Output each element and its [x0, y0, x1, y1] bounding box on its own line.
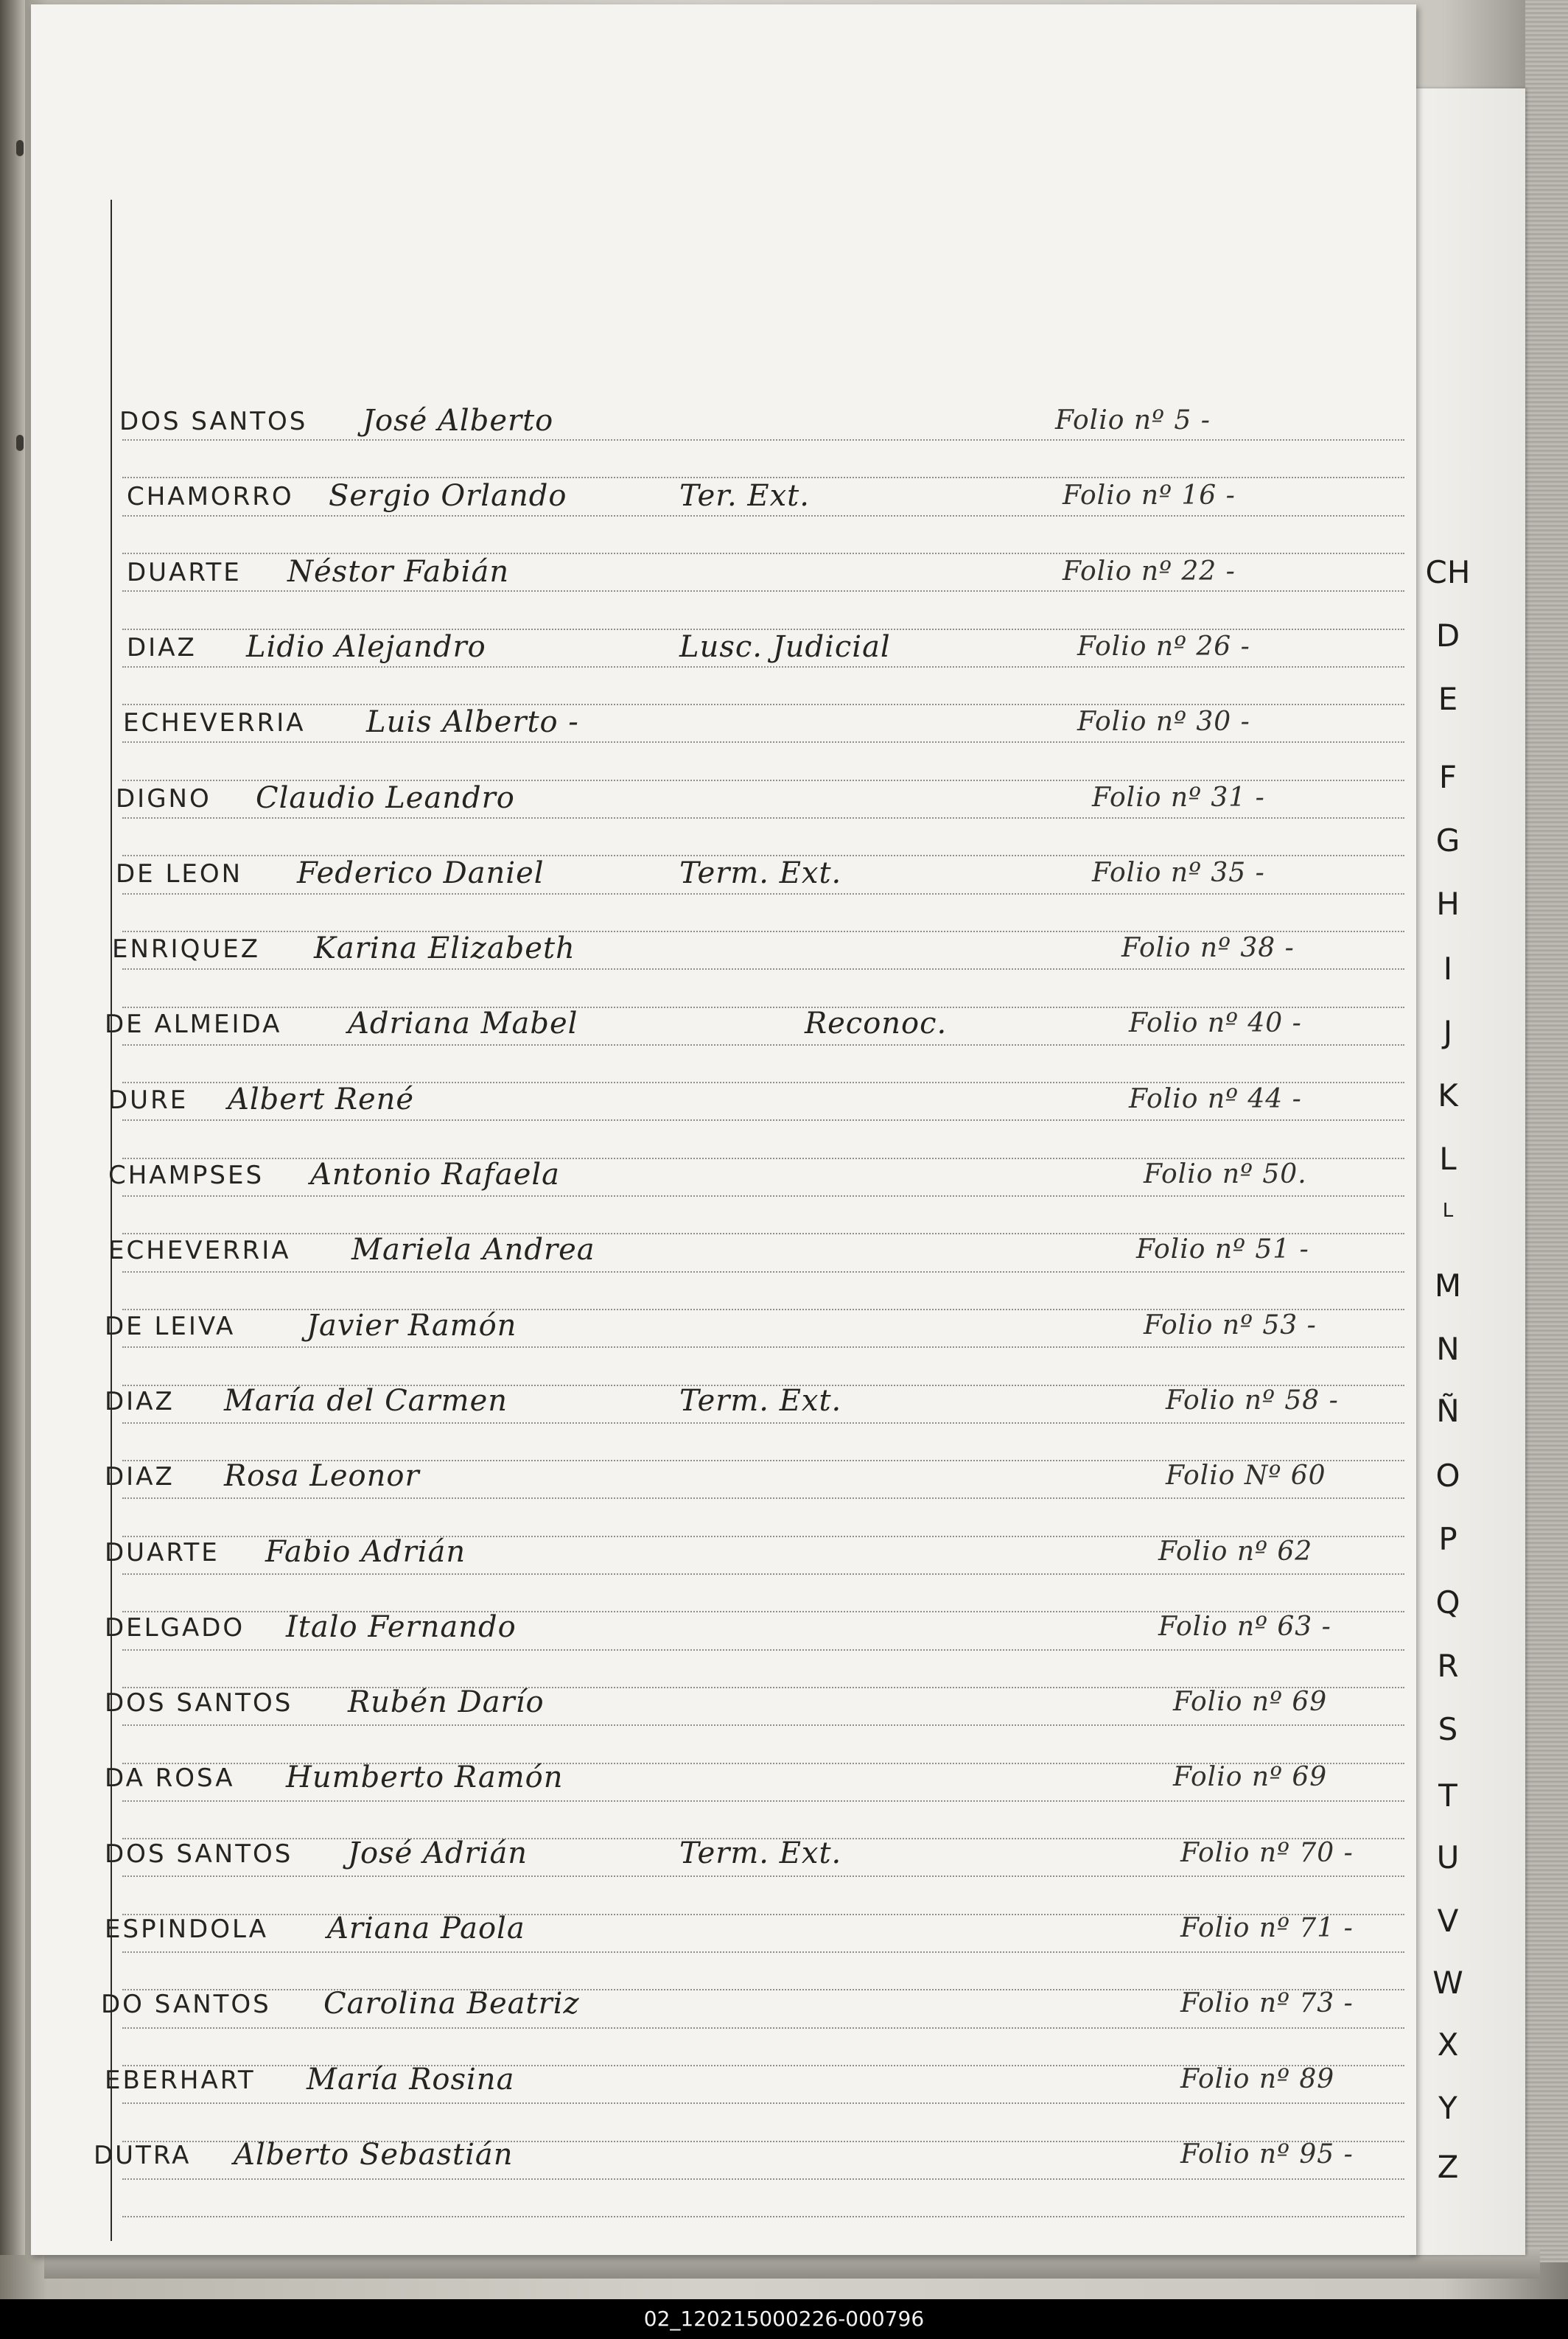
binder-right-edge: [1525, 0, 1568, 2262]
entry-surname: DUARTE: [127, 558, 242, 587]
index-tab-letter[interactable]: Y: [1438, 2090, 1457, 2126]
entry-note: Ter. Ext.: [679, 479, 810, 513]
ruled-line: [122, 1271, 1404, 1273]
binder-ring: [16, 435, 24, 451]
image-caption: 02_120215000226-000796: [0, 2299, 1568, 2339]
index-tab-letter[interactable]: M: [1434, 1268, 1462, 1304]
index-tab-letter[interactable]: S: [1438, 1711, 1458, 1747]
index-tab-letter[interactable]: U: [1436, 1839, 1460, 1875]
entry-surname: ESPINDOLA: [105, 1915, 268, 1944]
ruled-line: [122, 741, 1404, 743]
entry-folio: Folio nº 40 -: [1129, 1008, 1302, 1038]
ruled-line: [122, 477, 1404, 478]
entry-folio: Folio nº 89: [1180, 2064, 1335, 2094]
ruled-line: [122, 1119, 1404, 1121]
entry-note: Term. Ext.: [679, 1836, 842, 1870]
entry-folio: Folio nº 70 -: [1180, 1838, 1354, 1868]
entry-given-names: Italo Fernando: [286, 1610, 517, 1644]
entry-given-names: Federico Daniel: [297, 856, 545, 890]
ruled-line: [122, 2102, 1404, 2104]
entry-folio: Folio nº 69: [1173, 1762, 1328, 1792]
entry-folio: Folio nº 71 -: [1180, 1913, 1354, 1943]
entry-note: Term. Ext.: [679, 1384, 842, 1418]
ruled-line: [122, 1044, 1404, 1046]
entry-note: Lusc. Judicial: [679, 630, 891, 664]
binder-spine: [0, 0, 25, 2255]
index-tab-letter[interactable]: R: [1437, 1648, 1459, 1684]
entry-folio: Folio nº 16 -: [1063, 480, 1236, 511]
ruled-line: [122, 817, 1404, 819]
entry-surname: ECHEVERRIA: [123, 708, 306, 738]
ruled-line: [122, 2178, 1404, 2180]
ruled-line: [122, 439, 1404, 441]
entry-surname: DA ROSA: [105, 1763, 235, 1793]
index-tab-letter[interactable]: F: [1438, 759, 1457, 795]
entry-given-names: José Adrián: [348, 1836, 528, 1870]
entry-folio: Folio nº 38 -: [1121, 933, 1295, 963]
binder-ring: [16, 140, 24, 156]
index-tab-letter[interactable]: N: [1436, 1331, 1460, 1367]
ruled-line: [122, 1951, 1404, 1953]
entry-given-names: Javier Ramón: [307, 1309, 517, 1343]
index-tab-letter[interactable]: P: [1438, 1521, 1457, 1557]
ruled-line: [122, 1800, 1404, 1802]
index-tab-letter[interactable]: E: [1438, 681, 1458, 717]
entry-surname: DOS SANTOS: [105, 1688, 293, 1718]
entry-surname: DUARTE: [105, 1538, 220, 1567]
entry-folio: Folio nº 26 -: [1077, 632, 1250, 662]
entry-surname: DE LEIVA: [105, 1312, 236, 1341]
index-tab-letter[interactable]: V: [1437, 1903, 1459, 1939]
entry-surname: EBERHART: [105, 2066, 256, 2095]
entry-folio: Folio Nº 60: [1166, 1461, 1326, 1491]
ruled-line: [122, 666, 1404, 668]
ruled-line: [122, 1649, 1404, 1651]
entry-surname: DE LEON: [116, 859, 243, 889]
ruled-line: [122, 1195, 1404, 1197]
index-tab-letter[interactable]: J: [1443, 1014, 1453, 1050]
index-tab-letter[interactable]: Q: [1435, 1584, 1460, 1620]
entry-surname: CHAMPSES: [108, 1161, 265, 1190]
entry-surname: DURE: [108, 1085, 189, 1115]
entry-given-names: Karina Elizabeth: [314, 931, 575, 965]
entry-surname: ECHEVERRIA: [108, 1236, 291, 1265]
index-tab-letter[interactable]: L: [1439, 1141, 1457, 1177]
entry-folio: Folio nº 73 -: [1180, 1988, 1354, 2018]
entry-given-names: Rosa Leonor: [224, 1459, 420, 1493]
index-tab-letter[interactable]: I: [1443, 951, 1453, 987]
entry-given-names: Claudio Leandro: [256, 781, 515, 815]
ruled-line: [122, 1573, 1404, 1575]
entry-given-names: Carolina Beatriz: [323, 1987, 580, 2021]
entry-folio: Folio nº 35 -: [1092, 858, 1265, 888]
ruled-line: [122, 1422, 1404, 1424]
entry-given-names: Néstor Fabián: [287, 555, 510, 589]
index-tab-letter[interactable]: CH: [1425, 554, 1471, 590]
entry-given-names: Fabio Adrián: [265, 1535, 466, 1569]
ruled-line: [122, 2216, 1404, 2217]
ruled-line: [122, 515, 1404, 517]
entry-surname: DIAZ: [105, 1462, 175, 1492]
entry-folio: Folio nº 44 -: [1129, 1084, 1302, 1114]
index-tab-letter[interactable]: K: [1438, 1077, 1458, 1113]
entry-given-names: Humberto Ramón: [286, 1761, 564, 1794]
index-tab-letter[interactable]: D: [1435, 618, 1460, 654]
entry-note: Term. Ext.: [679, 856, 842, 890]
entry-given-names: Lidio Alejandro: [246, 630, 486, 664]
entry-given-names: José Alberto: [363, 404, 554, 438]
entry-surname: DOS SANTOS: [105, 1839, 293, 1869]
index-tab-letter[interactable]: G: [1435, 822, 1460, 859]
index-tab-letter[interactable]: Ñ: [1436, 1393, 1460, 1429]
entry-given-names: María Rosina: [307, 2063, 515, 2097]
ruled-line: [122, 1346, 1404, 1348]
entry-folio: Folio nº 58 -: [1166, 1385, 1339, 1416]
entry-given-names: Adriana Mabel: [348, 1007, 578, 1041]
entry-folio: Folio nº 22 -: [1063, 556, 1236, 587]
entry-surname: DIAZ: [127, 633, 197, 662]
entry-surname: DIGNO: [116, 784, 211, 814]
entry-folio: Folio nº 69: [1173, 1687, 1328, 1717]
entry-folio: Folio nº 95 -: [1180, 2139, 1354, 2170]
ruled-line: [122, 2027, 1404, 2029]
entry-folio: Folio nº 5 -: [1055, 405, 1211, 436]
entry-given-names: Albert René: [228, 1083, 415, 1116]
entry-given-names: Alberto Sebastián: [234, 2138, 514, 2172]
entry-folio: Folio nº 31 -: [1092, 783, 1265, 813]
entry-given-names: María del Carmen: [224, 1384, 508, 1418]
index-tab-letter[interactable]: Z: [1437, 2149, 1459, 2185]
index-tab-letter[interactable]: O: [1435, 1458, 1460, 1494]
entry-folio: Folio nº 50.: [1144, 1159, 1307, 1189]
ruled-line: [122, 553, 1404, 554]
entry-surname: DE ALMEIDA: [105, 1010, 282, 1039]
entry-given-names: Sergio Orlando: [329, 479, 567, 513]
ruled-line: [122, 590, 1404, 592]
entry-given-names: Luis Alberto -: [366, 705, 579, 739]
entry-folio: Folio nº 53 -: [1144, 1310, 1317, 1340]
entry-given-names: Antonio Rafaela: [310, 1158, 561, 1192]
ruled-line: [122, 1724, 1404, 1726]
index-tab-letter[interactable]: W: [1432, 1965, 1463, 2001]
entry-given-names: Rubén Darío: [348, 1685, 545, 1719]
entry-folio: Folio nº 63 -: [1158, 1612, 1331, 1642]
ruled-line: [122, 1497, 1404, 1499]
entry-surname: DUTRA: [94, 2141, 192, 2170]
entry-given-names: Mariela Andrea: [351, 1233, 595, 1267]
index-tab-letter[interactable]: X: [1437, 2027, 1459, 2063]
index-tab-letter[interactable]: T: [1438, 1777, 1457, 1814]
entry-surname: DO SANTOS: [101, 1990, 271, 2019]
entry-surname: DOS SANTOS: [119, 407, 308, 436]
entry-given-names: Ariana Paola: [327, 1912, 525, 1945]
ruled-line: [122, 1875, 1404, 1877]
entry-note: Reconoc.: [805, 1007, 948, 1041]
ruled-line: [122, 968, 1404, 970]
entry-surname: CHAMORRO: [127, 482, 294, 511]
index-tab-letter[interactable]: H: [1436, 886, 1460, 922]
entry-folio: Folio nº 62: [1158, 1536, 1313, 1567]
entry-folio: Folio nº 51 -: [1136, 1234, 1309, 1265]
entry-surname: DELGADO: [105, 1613, 245, 1643]
index-tab-letter[interactable]: L: [1442, 1200, 1454, 1222]
ruled-line: [122, 893, 1404, 895]
entry-surname: DIAZ: [105, 1387, 175, 1416]
entry-folio: Folio nº 30 -: [1077, 707, 1250, 737]
ledger-page: [31, 4, 1416, 2255]
entry-surname: ENRIQUEZ: [112, 934, 260, 964]
ruled-line: [122, 704, 1404, 705]
